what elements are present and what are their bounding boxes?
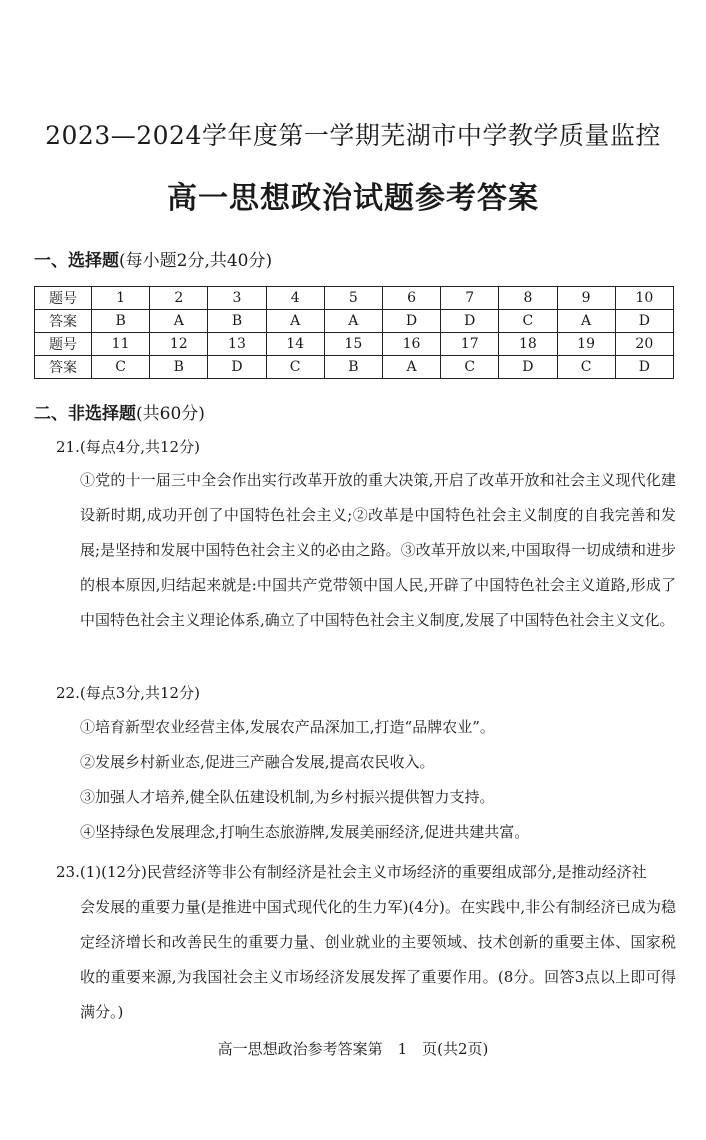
table-cell: C [557,356,615,379]
table-cell: A [150,310,208,333]
table-cell: A [557,310,615,333]
table-cell: B [150,356,208,379]
table-row-numbers [35,333,674,356]
section-heading-choice [34,246,272,271]
table-cell: 7 [441,287,499,310]
table-cell: 17 [441,333,499,356]
section-heading-label: 二、非选择题 [34,404,136,424]
document-title: 2023—2024学年度第一学期芜湖市中学教学质量监控 [45,121,661,150]
row-label-answer: 答案 [35,356,92,379]
table-row-answers [35,356,674,379]
section-heading-note: (每小题2分,共40分) [119,251,273,271]
table-cell: 10 [615,287,673,310]
table-cell: C [92,356,150,379]
question-23-continuation: 会发展的重要力量(是推进中国式现代化的生力军)(4分)。在实践中,非公有制经济已成为稳定经济增长和改善民生的重要力量、创业就业的主要领域、技术创新的重要主体、国家税收的重要来源,为我国社会主义市场经济发展发挥了重要作用。(8分。回答3点以上即可得满分。) [80,898,676,1021]
table-cell: A [266,310,324,333]
row-label-answer: 答案 [35,310,92,333]
table-cell: 4 [266,287,324,310]
table-cell: C [441,356,499,379]
table-cell: 8 [499,287,557,310]
question-22-point: ③加强人才培养,健全队伍建设机制,为乡村振兴提供智力支持。 [80,788,495,806]
table-cell: C [499,310,557,333]
table-cell: 6 [382,287,440,310]
table-row-numbers [35,287,674,310]
table-cell: 18 [499,333,557,356]
question-22-point: ①培育新型农业经营主体,发展农产品深加工,打造“品牌农业”。 [80,718,495,736]
section-heading-label: 一、选择题 [34,251,119,271]
table-cell: A [324,310,382,333]
table-cell: 19 [557,333,615,356]
document-subtitle: 高一思想政治试题参考答案 [167,181,539,216]
table-cell: 12 [150,333,208,356]
table-cell: B [208,310,266,333]
table-cell: 14 [266,333,324,356]
table-cell: 9 [557,287,615,310]
table-cell: 2 [150,287,208,310]
question-21-heading: 21.(每点4分,共12分) [56,438,200,456]
table-cell: 15 [324,333,382,356]
table-cell: D [615,356,673,379]
table-cell: 16 [382,333,440,356]
table-cell: D [499,356,557,379]
table-cell: D [208,356,266,379]
table-row-answers [35,310,674,333]
table-cell: 13 [208,333,266,356]
question-22-point: ②发展乡村新业态,促进三产融合发展,提高农民收入。 [80,753,435,771]
page-footer: 高一思想政治参考答案第 1 页(共2页) [217,1040,489,1058]
row-label-number: 题号 [35,333,92,356]
table-cell: 20 [615,333,673,356]
table-cell: 3 [208,287,266,310]
answer-table [34,286,674,379]
table-cell: B [92,310,150,333]
question-23-answer [56,855,676,1030]
table-cell: C [266,356,324,379]
row-label-number: 题号 [35,287,92,310]
table-cell: B [324,356,382,379]
table-cell: D [441,310,499,333]
question-21-answer: ①党的十一届三中全会作出实行改革开放的重大决策,开启了改革开放和社会主义现代化建设新时期,成功开创了中国特色社会主义;②改革是中国特色社会主义制度的自我完善和发展;是坚持和发展中国特色社会主义的必由之路。③改革开放以来,中国取得一切成绩和进步的根本原因,归结起来就是:中国共产党带领中国人民,开辟了中国特色社会主义道路,形成了中国特色社会主义理论体系,确立了中国特色社会主义制度,发展了中国特色社会主义文化。 [80,471,676,629]
section-heading-note: (共60分) [136,404,205,424]
table-cell: D [382,310,440,333]
question-22-heading: 22.(每点3分,共12分) [56,684,200,702]
table-cell: 1 [92,287,150,310]
table-cell: D [615,310,673,333]
table-cell: 5 [324,287,382,310]
question-22-point: ④坚持绿色发展理念,打响生态旅游牌,发展美丽经济,促进共建共富。 [80,823,530,841]
table-cell: 11 [92,333,150,356]
section-heading-nonchoice [34,399,205,424]
question-23-first-line: 23.(1)(12分)民营经济等非公有制经济是社会主义市场经济的重要组成部分,是推动经济社 [56,863,647,881]
table-cell: A [382,356,440,379]
